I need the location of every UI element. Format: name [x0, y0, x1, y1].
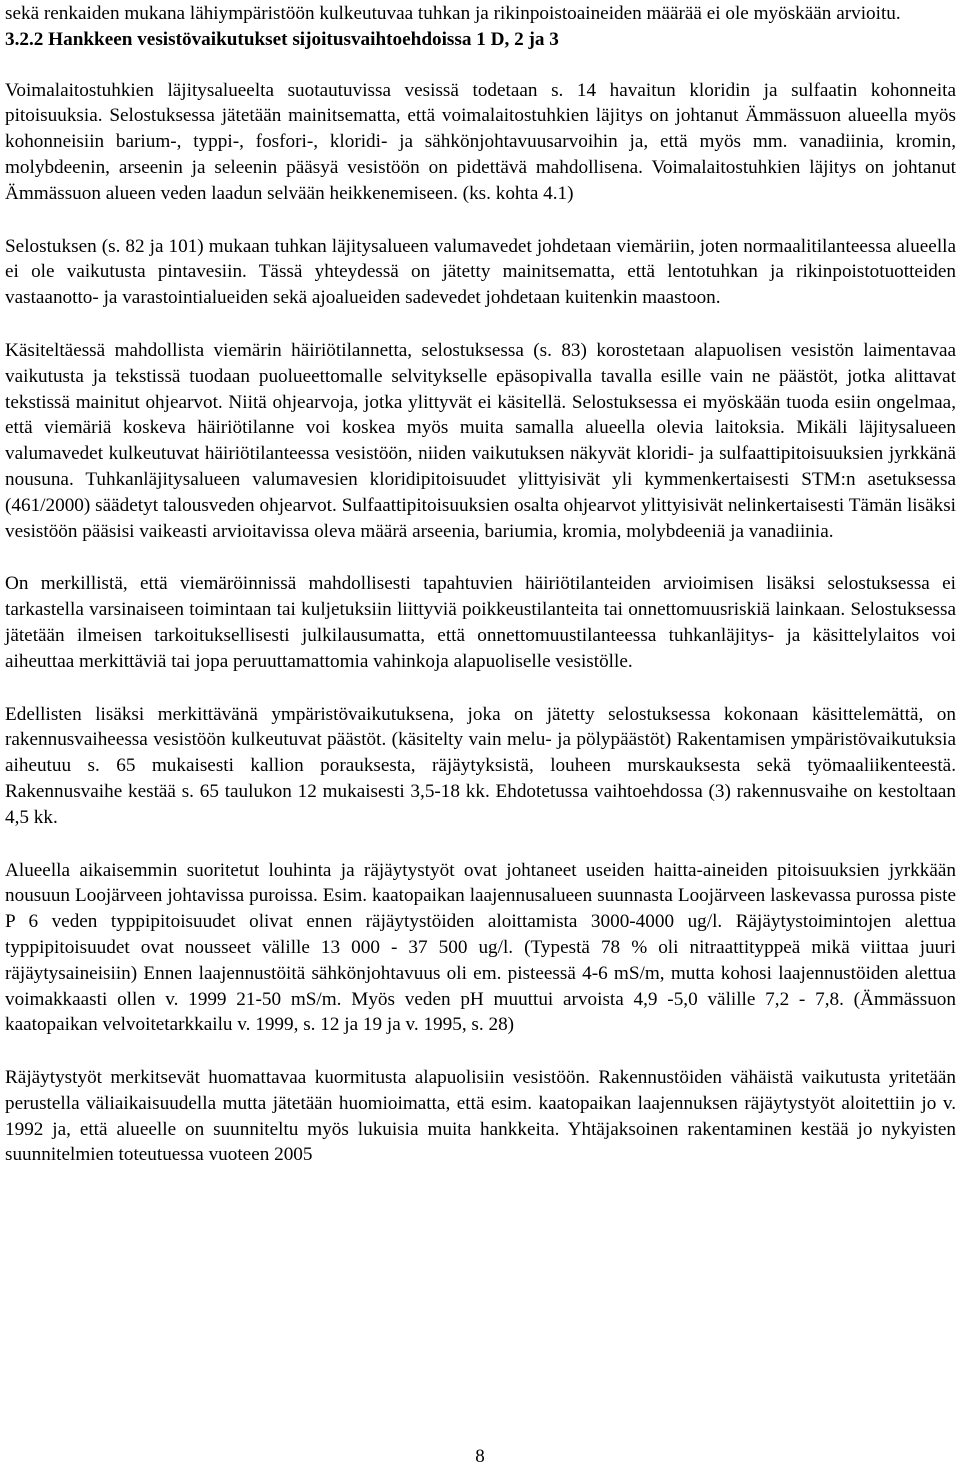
section-heading: 3.2.2 Hankkeen vesistövaikutukset sijoitusvaihtoehdoissa 1 D, 2 ja 3 — [5, 28, 559, 50]
paragraph-blasting-load: Räjäytystyöt merkitsevät huomattavaa kuormitusta alapuolisiin vesistöön. Rakennustöiden vähäistä vaikutusta yritetään perustella väliaikaisuudella mutta jätetään huomioimatta, että esim. kaatopaikan laajennuksen räjäytystyöt aloitettiin jo v. 1992 ja, että alueelle on suunniteltu myös lukuisia muita hankkeita. Yhtäjaksoinen rakentaminen kestää jo nykyisten suunnitelmien toteutuessa vuoteen 2005 — [5, 1067, 956, 1166]
paragraph-sewer-disturbance: Käsiteltäessä mahdollista viemärin häiriötilannetta, selostuksessa (s. 83) korostetaan alapuolisen vesistön laimentavaa vaikutusta ja tekstissä tuodaan puolueettomalle selvitykselle epäsopivalla tavalla esille vain ne päästöt, jotka alittavat tekstissä mainitut ohjearvot. Niitä ohjearvoja, jotka ylittyvät ei käsitellä. Selostuksessa ei myöskään tuoda esiin ongelmaa, että viemäriä koskeva häiriötilanne voi koskea myös muita samalla alueella olevia laitoksia. Mikäli läjitysalueen valumavedet kulkeutuvat häiriötilanteessa vesistöön, niiden vaikutuksen näkyvät kloridi- ja sulfaattipitoisuuksien jyrkkänä nousuna. Tuhkanläjitysalueen valumavesien kloridipitoisuudet ylittyisivät yli kymmenkertaisesti STM:n asetuksessa (461/2000) säädetyt talousveden ohjearvot. Sulfaattipitoisuuksien osalta ohjearvot ylittyisivät nelinkertaisesti Tämän lisäksi vesistöön pääsisi vaikeasti arvioitavissa oleva määrä arseenia, bariumia, kromia, molybdeeniä ja vanadiinia. — [5, 339, 956, 542]
page-number: 8 — [475, 1446, 485, 1467]
paragraph-blasting-history: Alueella aikaisemmin suoritetut louhinta ja räjäytystyöt ovat johtaneet useiden haitta-aineiden pitoisuuksien jyrkkään nousuun Loojärveen johtavissa puroissa. Esim. kaatopaikan laajennusalueen suunnasta Loojärveen laskevassa purossa piste P 6 veden typpipitoisuudet olivat ennen räjäytystöiden aloittamista 3000-4000 ug/l. Räjäytystoimintojen alettua typpipitoisuudet ovat nousseet välille 13 000 - 37 500 ug/l. (Typestä 78 % oli nitraattityppeä mikä viittaa juuri räjäytysaineisiin) Ennen laajennustöitä sähkönjohtavuus oli em. pisteessä 4-6 mS/m, mutta kohosi laajennustöiden alettua voimakkaasti ollen v. 1999 21-50 mS/m. Myös veden pH muuttui arvoista 4,9 -5,0 välille 7,2 - 7,8. (Ämmässuon kaatopaikan velvoitetarkkailu v. 1999, s. 12 ja 19 ja v. 1995, s. 28) — [5, 859, 956, 1036]
paragraph-construction-phase: Edellisten lisäksi merkittävänä ympäristövaikutuksena, joka on jätetty selostuksessa kokonaan käsittelemättä, on rakennusvaiheessa vesistöön kulkeutuvat päästöt. (käsitelty vain melu- ja pölypäästöt) Rakentamisen ympäristövaikutuksia aiheutuu s. 65 mukaisesti kallion porauksesta, räjäytyksistä, louheen murskauksesta sekä työmaaliikenteestä. Rakennusvaihe kestää s. 65 taulukon 12 mukaisesti 3,5-18 kk. Ehdotetussa vaihtoehdossa (3) rakennusvaihe on kestoltaan 4,5 kk. — [5, 703, 956, 828]
paragraph-ash-leachate: Voimalaitostuhkien läjitysalueelta suotautuvissa vesissä todetaan s. 14 havaitun kloridin ja sulfaatin kohonneita pitoisuuksia. Selostuksessa jätetään mainitsematta, että voimalaitostuhkien läjitys on johtanut Ämmässuon alueella myös kohonneisiin barium-, typpi-, fosfori-, kloridi- ja sähkönjohtavuusarvoihin ja, että myös mm. vanadiinia, kromin, molybdeenin, arseenin ja seleenin pääsyä vesistöön on pidettävä mahdollisena. Voimalaitostuhkien läjitys on johtanut Ämmässuon alueen veden laadun selvään heikkenemiseen. (ks. kohta 4.1) — [5, 79, 956, 204]
paragraph-accident-risk: On merkillistä, että viemäröinnissä mahdollisesti tapahtuvien häiriötilanteiden arvioimisen lisäksi selostuksessa ei tarkastella varsinaiseen toimintaan tai kuljetuksiin liittyviä poikkeustilanteita tai onnettomuusriskiä lainkaan. Selostuksessa jätetään ilmeisen tarkoituksellisesti julkilausumatta, että onnettomuustilanteessa tuhkanläjitys- ja käsittelylaitos voi aiheuttaa merkittäviä tai jopa peruuttamattomia vahinkoja alapuoliselle vesistölle. — [5, 573, 956, 672]
paragraph-continuation: sekä renkaiden mukana lähiympäristöön kulkeutuvaa tuhkan ja rikinpoistoaineiden määrää ei ole myöskään arvioitu. — [5, 3, 901, 24]
paragraph-runoff-sewer: Selostuksen (s. 82 ja 101) mukaan tuhkan läjitysalueen valumavedet johdetaan viemäriin, joten normaalitilanteessa alueella ei ole vaikutusta pintavesiin. Tässä yhteydessä on jätetty mainitsematta, että lentotuhkan ja rikinpoistotuotteiden vastaanotto- ja varastointialueiden sekä ajoalueiden sadevedet johdetaan kuitenkin maastoon. — [5, 235, 956, 309]
document-body — [5, 0, 956, 1168]
